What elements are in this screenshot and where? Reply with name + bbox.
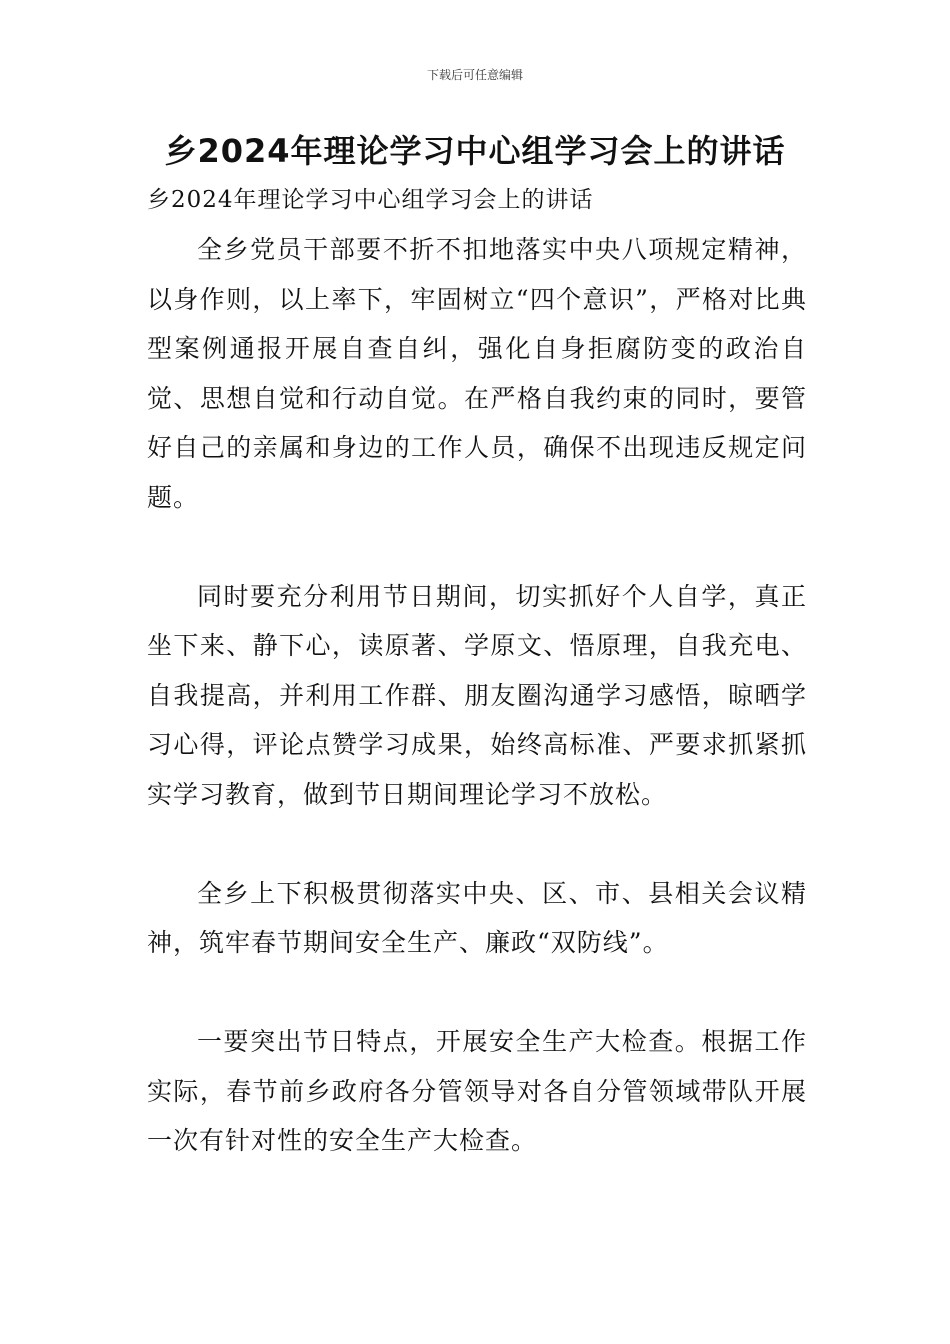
document-title: 乡2024年理论学习中心组学习会上的讲话 (164, 132, 786, 170)
paragraph: 一要突出节日特点，开展安全生产大检查。根据工作实际，春节前乡政府各分管领导对各自分管领域带队开展一次有针对性的安全生产大检查。 (147, 1027, 807, 1155)
paragraph: 同时要充分利用节日期间，切实抓好个人自学，真正坐下来、静下心，读原著、学原文、悟原理，自我充电、自我提高，并利用工作群、朋友圈沟通学习感悟，晾晒学习心得，评论点赞学习成果，始终高标准、严要求抓紧抓实学习教育，做到节日期间理论学习不放松。 (147, 581, 807, 809)
paragraph: 全乡党员干部要不折不扣地落实中央八项规定精神，以身作则，以上率下，牢固树立“四个意识”，严格对比典型案例通报开展自查自纠，强化自身拒腐防变的政治自觉、思想自觉和行动自觉。在严格自我约束的同时，要管好自己的亲属和身边的工作人员，确保不出现违反规定问题。 (147, 235, 807, 512)
document-body (147, 225, 807, 1166)
header-note: 下载后可任意编辑 (426, 68, 523, 82)
document-subtitle: 乡2024年理论学习中心组学习会上的讲话 (147, 187, 594, 213)
paragraph: 全乡上下积极贯彻落实中央、区、市、县相关会议精神，筑牢春节期间安全生产、廉政“双防线”。 (147, 878, 807, 957)
